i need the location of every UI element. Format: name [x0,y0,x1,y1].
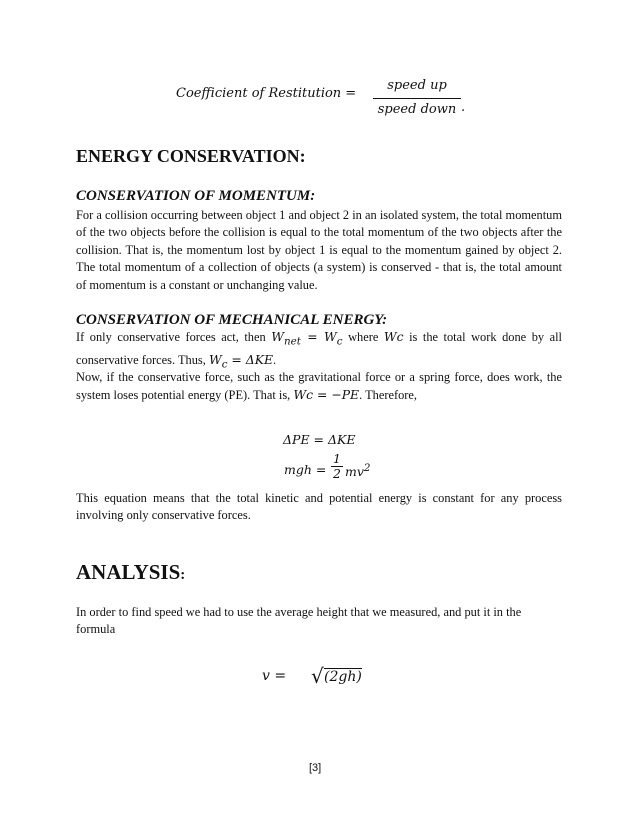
analysis-colon: : [180,567,186,583]
w-c-symbol [208,351,228,371]
text-span: . Therefore, [359,388,417,403]
mv-term: mv [345,464,364,480]
w-net-symbol [271,329,301,348]
equation-delta-pe-delta-ke: ΔPE = ΔKE [283,432,356,447]
squared-exponent: 2 [363,462,371,474]
energy-conservation-heading: ENERGY CONSERVATION: [76,146,306,166]
analysis-heading [76,560,185,585]
analysis-paragraph: In order to find speed we had to use the average height that we measured, and put it in the formula [76,605,522,637]
text-span: If only conservative forces act, then [76,330,266,344]
cor-numerator: speed up [387,78,447,93]
eq2-rhs [345,462,371,479]
cor-period: . [461,100,466,115]
conclusion-paragraph: This equation means that the total kinetic and potential energy is constant for any process involving only conservative forces. [76,491,562,523]
c-subscript: c [336,335,343,348]
analysis-title: ANALYSIS [76,560,181,584]
c-subscript: c [221,358,228,371]
text-span: . [273,352,277,367]
delta-ke-expression: = ΔKE [227,351,273,367]
w-symbol: W [208,351,222,367]
equation-mgh-half-mv2 [284,452,374,488]
fraction-numerator: 1 [333,451,341,466]
one-half-fraction [331,452,343,481]
text-span: is the total work done by all conservative forces. Thus, [76,330,562,367]
wc-symbol: Wc [383,329,404,344]
coefficient-of-restitution-equation [176,78,476,122]
radicand: (2gh) [324,669,362,685]
square-root-sign: √ [311,664,324,688]
cor-lhs: Coefficient of Restitution = [176,86,357,101]
text-span: Now, if the conservative force, such as the gravitational force or a spring force, does work, the system loses potential energy (PE). That is, [76,370,562,403]
mechanical-paragraph-2 [76,369,562,405]
page-number: [3] [309,762,322,774]
w-symbol: W [271,329,284,344]
text-span: where [342,330,384,344]
eq2-lhs: mgh = [284,462,327,477]
wc-equals-minus-pe: Wc = −PE [293,387,360,403]
cor-fraction [373,78,461,118]
w-symbol: W [324,329,337,344]
mechanical-energy-heading: CONSERVATION OF MECHANICAL ENERGY: [76,312,388,328]
eq-v-lhs: v = [262,668,287,684]
equals-sign: = [300,329,324,344]
cor-denominator: speed down [377,102,457,117]
momentum-paragraph: For a collision occurring between object 1 and object 2 in an isolated system, the total momentum of the two objects before the collision is equal to the total momentum of the two objects after the collision. That is, the momentum lost by object 1 is equal to the momentum gained by object 2. The total momentum of a collection of objects (a system) is conserved - that is, the total amount of momentum is a constant or unchanging value. [76,208,562,292]
net-subscript: net [283,335,301,348]
momentum-heading: CONSERVATION OF MOMENTUM: [76,188,316,204]
fraction-denominator: 2 [333,466,341,481]
fraction-bar [373,98,461,99]
mechanical-paragraph-1 [76,328,562,374]
w-c-symbol [324,329,343,348]
